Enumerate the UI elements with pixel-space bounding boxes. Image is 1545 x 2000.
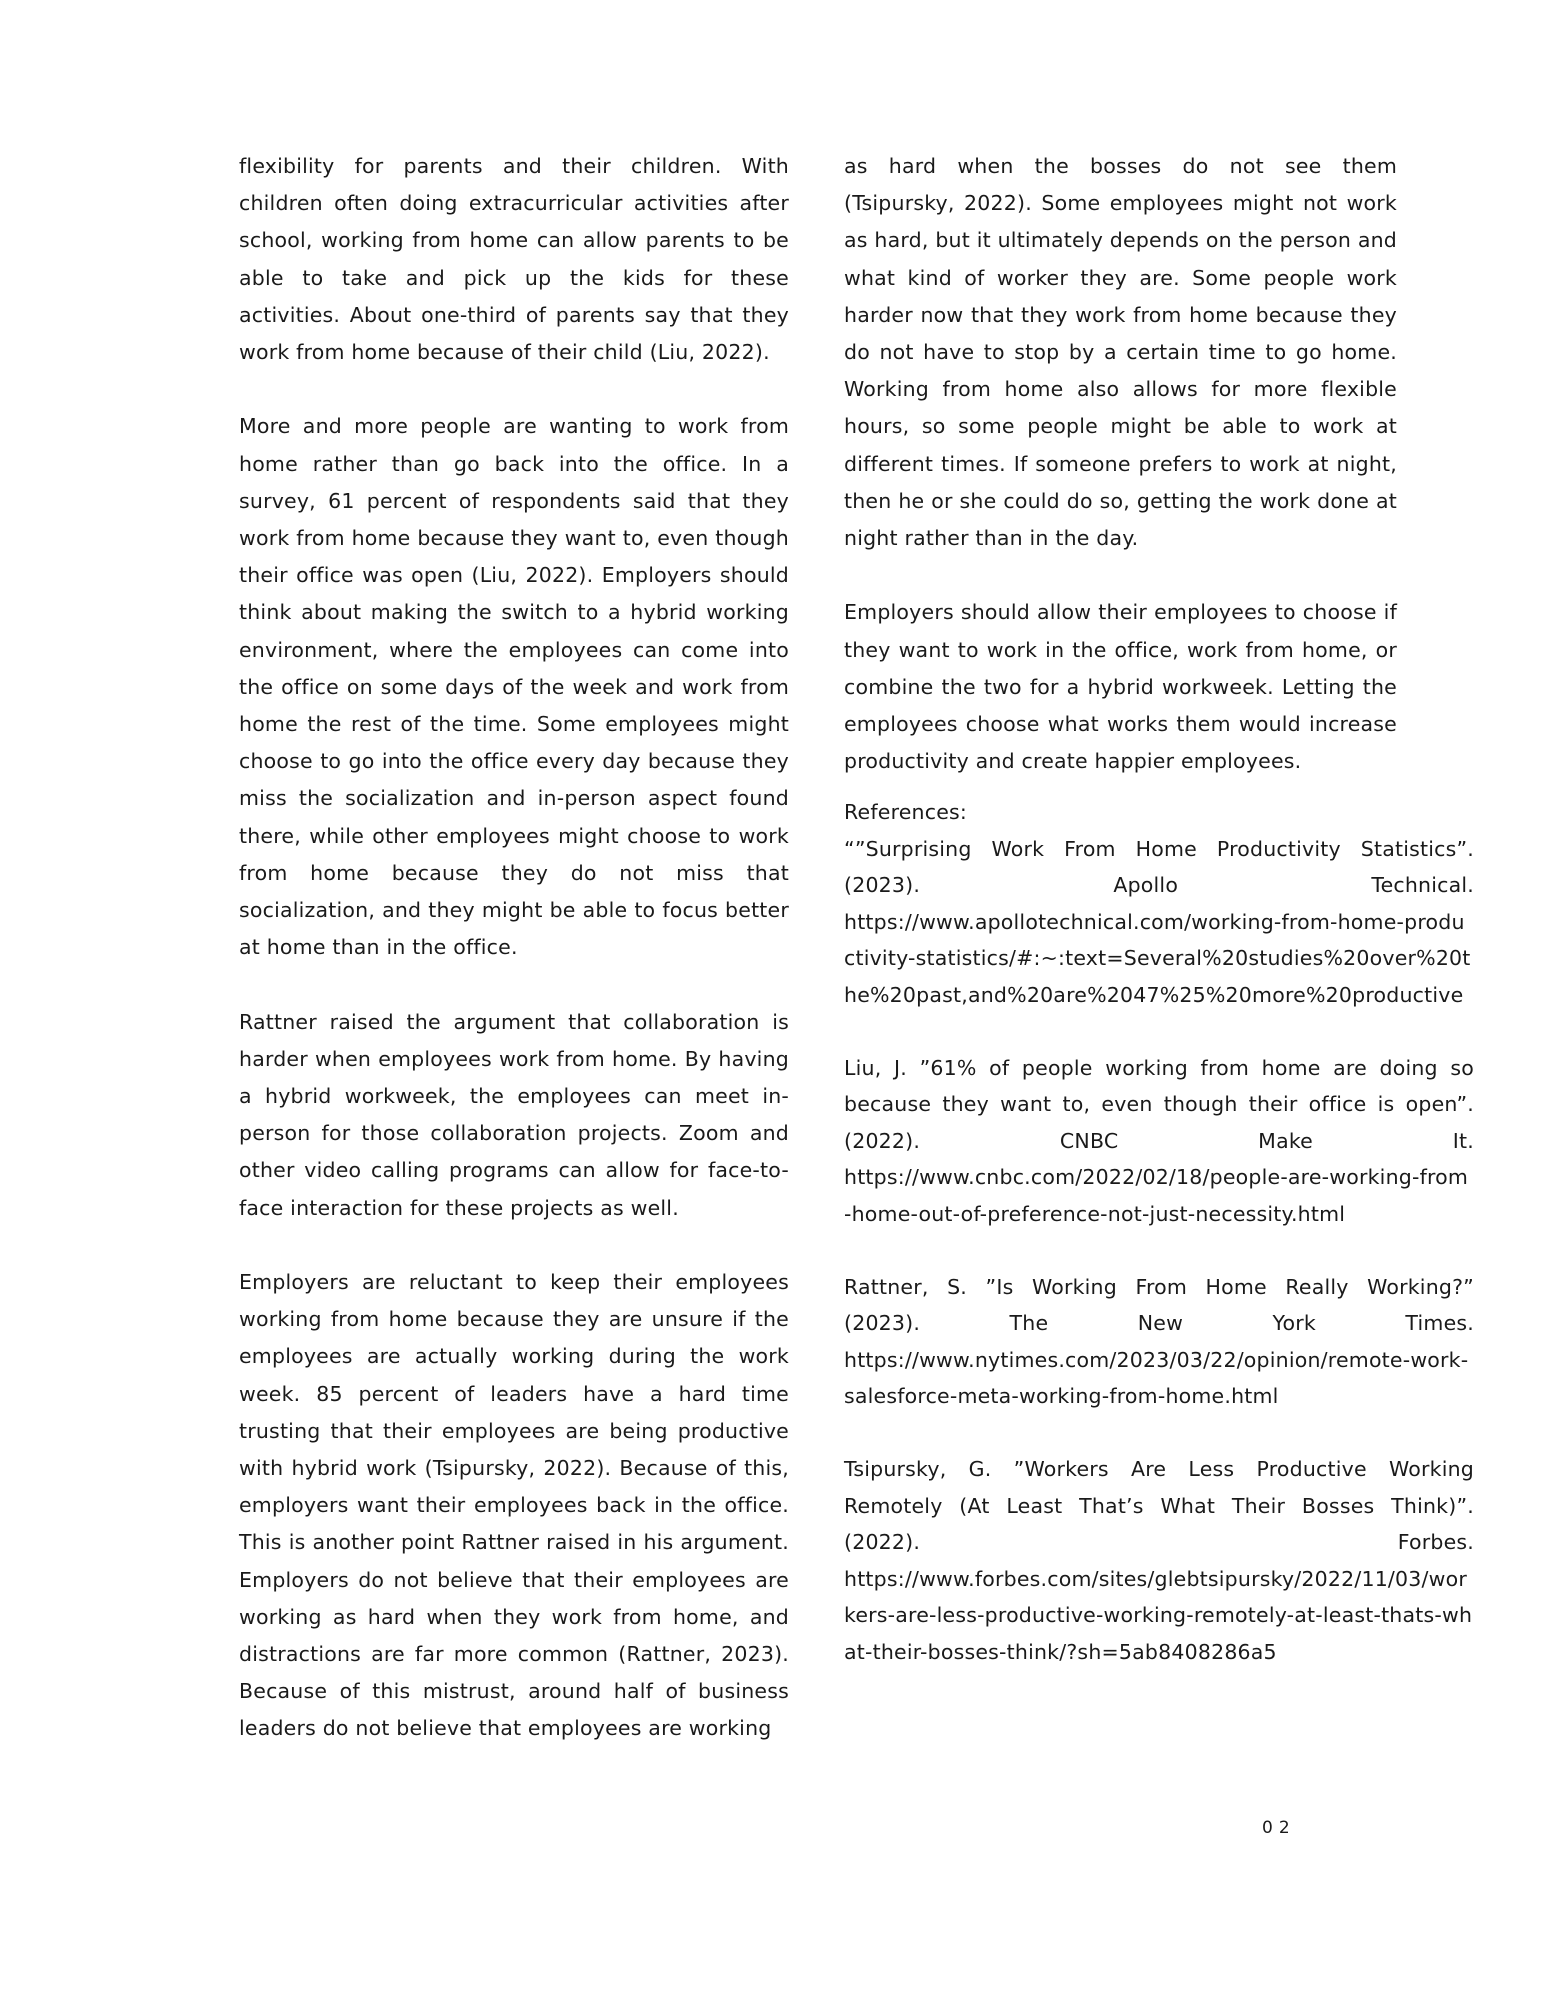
body-paragraph: as hard when the bosses do not see them (Tsipursky, 2022). Some employees might not work as hard, but it ultimately depends on the person and what kind of worker they are. Some people work harder now that they work from home because they do not have to stop by a certain time to go home. Working from home also allows for more flexible hours, so some people might be able to work at different times. If someone prefers to work at night, then he or she could do so, getting the work done at night rather than in the day. <box>844 154 1397 551</box>
body-paragraph: More and more people are wanting to work from home rather than go back into the office. In a survey, 61 percent of respondents said that they work from home because they want to, even though their office was open (Liu, 2022). Employers should think about making the switch to a hybrid working environment, where the employees can come into the office on some days of the week and work from home the rest of the time. Some employees might choose to go into the office every day because they miss the socialization and in-person aspect found there, while other employees might choose to work from home because they do not miss that socialization, and they might be able to focus better at home than in the office. <box>239 414 789 960</box>
reference-url[interactable]: https://www.forbes.com/sites/glebtsipursky/2022/11/03/workers-are-less-productive-working-remotely-at-least-thats-what-their-bosses-think/?sh=5ab8408286a5 <box>844 1566 1473 1664</box>
reference-url[interactable]: https://www.nytimes.com/2023/03/22/opinion/remote-work-salesforce-meta-working-from-home.html <box>844 1347 1469 1408</box>
reference-entry <box>844 1050 1474 1233</box>
reference-citation: Liu, J. ”61% of people working from home are doing so because they want to, even though their office is open”. (2022). CNBC Make It. <box>844 1055 1474 1153</box>
reference-citation: Rattner, S. ”Is Working From Home Really Working?” (2023). The New York Times. <box>844 1274 1474 1335</box>
reference-citation: “”Surprising Work From Home Productivity Statistics”. (2023). Apollo Technical. <box>844 836 1474 897</box>
left-column <box>239 148 789 1785</box>
body-paragraph: Employers should allow their employees to choose if they want to work in the office, work from home, or combine the two for a hybrid workweek. Letting the employees choose what works them would increase productivity and create happier employees. <box>844 600 1397 774</box>
reference-entry <box>844 1451 1474 1670</box>
page-number: 02 <box>1262 1818 1296 1838</box>
reference-url[interactable]: https://www.apollotechnical.com/working-from-home-productivity-statistics/#:~:text=Several%20studies%20over%20the%20past,and%20are%2047%25%20more%20productive <box>844 909 1471 1007</box>
references-heading: References: <box>844 800 968 824</box>
body-paragraph: Employers are reluctant to keep their employees working from home because they are unsure if the employees are actually working during the work week. 85 percent of leaders have a hard time trusting that their employees are being productive with hybrid work (Tsipursky, 2022). Because of this, employers want their employees back in the office. This is another point Rattner raised in his argument. Employers do not believe that their employees are working as hard when they work from home, and distractions are far more common (Rattner, 2023). Because of this mistrust, around half of business leaders do not believe that employees are working <box>239 1270 789 1741</box>
right-column <box>844 148 1397 818</box>
reference-entry <box>844 831 1474 1014</box>
body-paragraph: Rattner raised the argument that collaboration is harder when employees work from home. By having a hybrid workweek, the employees can meet in-person for those collaboration projects. Zoom and other video calling programs can allow for face-to-face interaction for these projects as well. <box>239 1009 789 1220</box>
references-section <box>844 794 1474 1707</box>
reference-citation: Tsipursky, G. ”Workers Are Less Productive Working Remotely (At Least That’s What Their Bosses Think)”. (2022). Forbes. <box>844 1457 1474 1554</box>
body-paragraph: flexibility for parents and their children. With children often doing extracurricular activities after school, working from home can allow parents to be able to take and pick up the kids for these activities. About one-third of parents say that they work from home because of their child (Liu, 2022). <box>239 154 789 365</box>
reference-entry <box>844 1269 1474 1415</box>
reference-url[interactable]: https://www.cnbc.com/2022/02/18/people-are-working-from-home-out-of-preference-not-just-necessity.html <box>844 1165 1469 1226</box>
